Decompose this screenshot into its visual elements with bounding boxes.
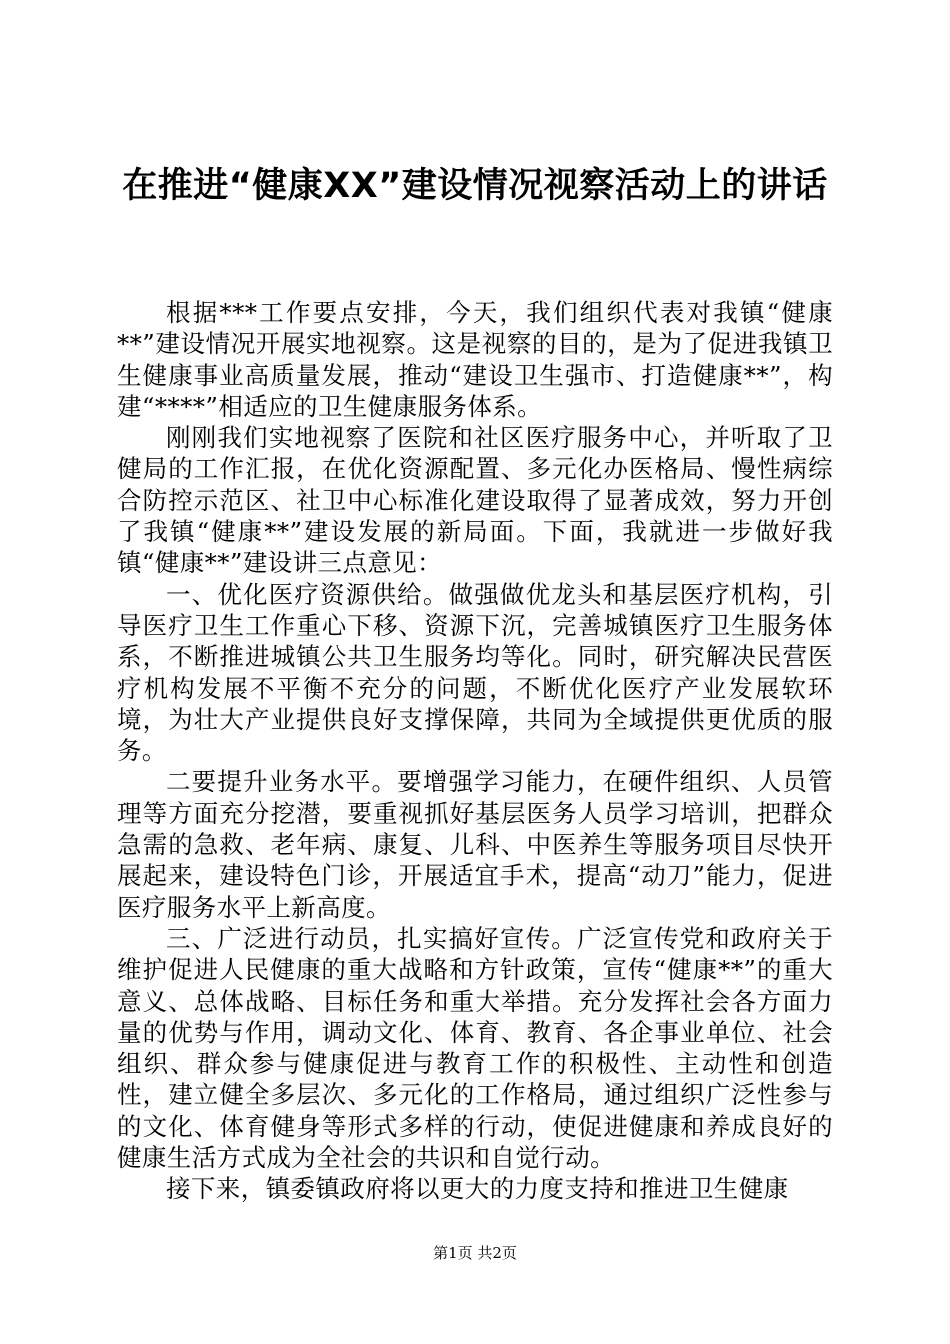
paragraph-point-two: 二要提升业务水平。要增强学习能力，在硬件组织、人员管理等方面充分挖潜，要重视抓好基层医务人员学习培训，把群众急需的急救、老年病、康复、儿科、中医养生等服务项目尽快开展起来，建设特色门诊，开展适宜手术，提高“动刀”能力，促进医疗服务水平上新高度。: [117, 767, 833, 922]
document-title: 在推进“健康XX”建设情况视察活动上的讲话: [122, 166, 828, 206]
page-number-footer: 第1页 共2页: [433, 1244, 517, 1262]
paragraph-point-one: 一、优化医疗资源供给。做强做优龙头和基层医疗机构，引导医疗卫生工作重心下移、资源下沉，完善城镇医疗卫生服务体系，不断推进城镇公共卫生服务均等化。同时，研究解决民营医疗机构发展不平衡不充分的问题，不断优化医疗产业发展软环境，为壮大产业提供良好支撑保障，共同为全域提供更优质的服务。: [117, 579, 833, 766]
paragraph-point-three: 三、广泛进行动员，扎实搞好宣传。广泛宣传党和政府关于维护促进人民健康的重大战略和方针政策，宣传“健康**”的重大意义、总体战略、目标任务和重大举措。充分发挥社会各方面力量的优势与作用，调动文化、体育、教育、各企事业单位、社会组织、群众参与健康促进与教育工作的积极性、主动性和创造性，建立健全多层次、多元化的工作格局，通过组织广泛性参与的文化、体育健身等形式多样的行动，使促进健康和养成良好的健康生活方式成为全社会的共识和自觉行动。: [117, 923, 833, 1173]
paragraph-intro: 根据***工作要点安排，今天，我们组织代表对我镇“健康**”建设情况开展实地视察。这是视察的目的，是为了促进我镇卫生健康事业高质量发展，推动“建设卫生强市、打造健康**”，构建“****”相适应的卫生健康服务体系。: [117, 298, 833, 421]
document-body: [117, 297, 833, 1205]
paragraph-closing: 接下来，镇委镇政府将以更大的力度支持和推进卫生健康: [166, 1174, 789, 1204]
paragraph-inspection: 刚刚我们实地视察了医院和社区医疗服务中心，并听取了卫健局的工作汇报，在优化资源配置、多元化办医格局、慢性病综合防控示范区、社卫中心标准化建设取得了显著成效，努力开创了我镇“健康**”建设发展的新局面。下面，我就进一步做好我镇“健康**”建设讲三点意见：: [117, 423, 833, 578]
